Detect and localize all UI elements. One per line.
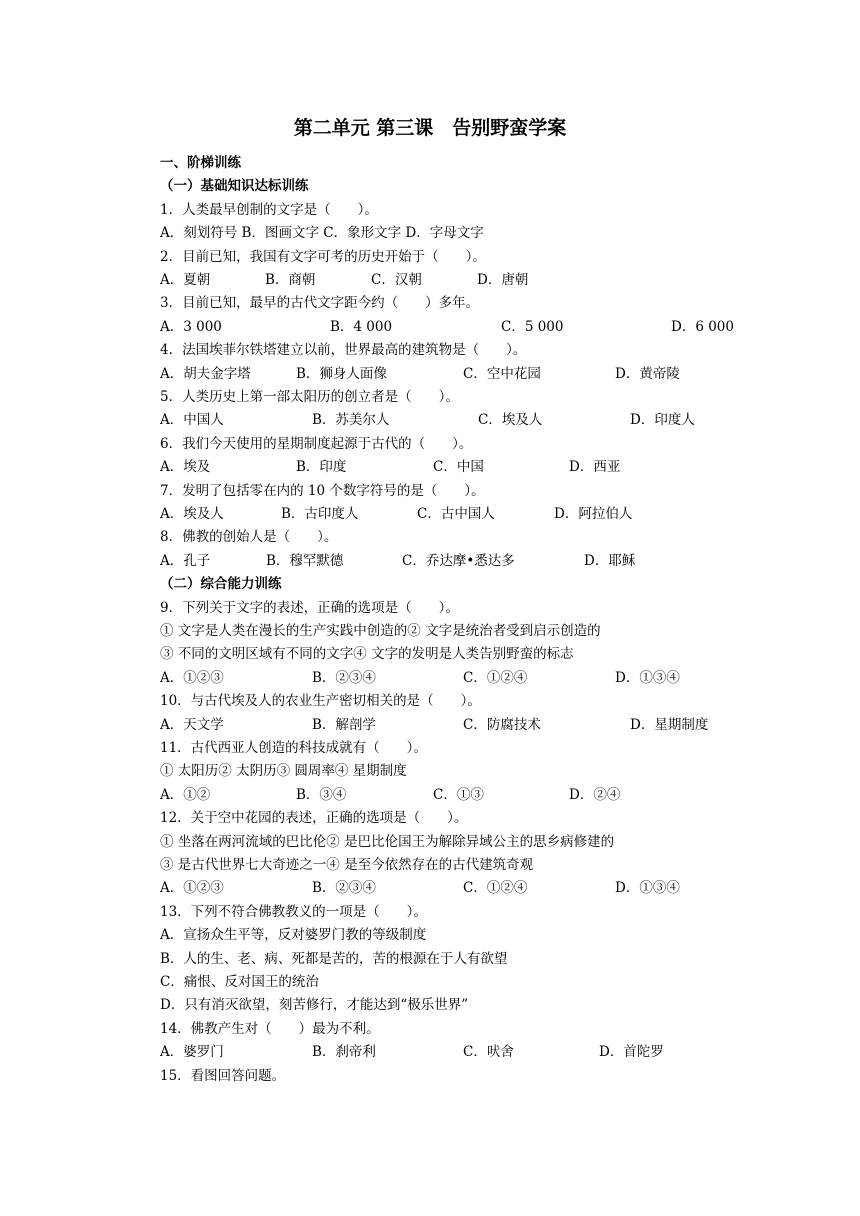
question-7: 7．发明了包括零在内的 10 个数字符号的是（ ）。	[160, 482, 485, 499]
question-13-option-b: B．人的生、老、病、死都是苦的，苦的根源在于人有欲望	[160, 950, 508, 967]
question-10: 10．与古代埃及人的农业生产密切相关的是（ ）。	[160, 693, 481, 710]
subsection-heading-comprehensive: （二）综合能力训练	[160, 576, 282, 593]
option-b: B．③④	[296, 786, 347, 803]
question-9: 9．下列关于文字的表述，正确的选项是（ ）。	[160, 599, 459, 616]
page-title: 第二单元 第三课 告别野蛮学案	[293, 117, 567, 139]
question-13-option-c: C．痛恨、反对国王的统治	[160, 974, 319, 990]
option-d: D．西亚	[569, 459, 621, 476]
option-a: A．①②	[160, 786, 211, 803]
section-heading-ladder-training: 一、阶梯训练	[160, 155, 241, 171]
option-a: A．①②③	[160, 669, 224, 686]
question-11-statements: ① 太阳历② 太阴历③ 圆周率④ 星期制度	[160, 763, 407, 780]
option-a: A．天文学	[160, 716, 224, 733]
option-c: C．中国	[433, 459, 484, 476]
option-a: A．胡夫金字塔	[160, 365, 251, 382]
option-d: D．耶稣	[584, 552, 636, 569]
option-a: A．孔子	[160, 552, 211, 569]
option-a: A．①②③	[160, 880, 224, 897]
subsection-heading-basic: （一）基础知识达标训练	[160, 178, 309, 195]
option-b: B．穆罕默德	[266, 552, 344, 569]
question-9-statements-1: ① 文字是人类在漫长的生产实践中创造的② 文字是统治者受到启示创造的	[160, 623, 601, 639]
question-12-statements-1: ① 坐落在两河流域的巴比伦② 是巴比伦国王为解除异域公主的思乡病修建的	[160, 833, 615, 850]
option-d: D．首陀罗	[599, 1044, 664, 1061]
option-a: A．埃及人	[160, 506, 224, 522]
question-1-options: A．刻划符号 B．图画文字 C．象形文字 D．字母文字	[160, 225, 484, 242]
option-b: B．印度	[296, 459, 347, 476]
option-a: A．中国人	[160, 412, 224, 429]
option-b: B．②③④	[312, 669, 376, 686]
question-14: 14．佛教产生对（ ）最为不利。	[160, 1020, 380, 1037]
question-15: 15．看图回答问题。	[160, 1067, 286, 1084]
question-6: 6．我们今天使用的星期制度起源于古代的（ ）。	[160, 435, 473, 452]
option-c: C．5 000	[501, 318, 564, 335]
question-13-option-a: A．宣扬众生平等，反对婆罗门教的等级制度	[160, 927, 427, 944]
option-c: C．空中花园	[463, 365, 541, 382]
question-12-statements-2: ③ 是古代世界七大奇迹之一④ 是至今依然存在的古代建筑奇观	[160, 857, 534, 873]
option-d: D．印度人	[630, 412, 695, 429]
option-c: C．古中国人	[417, 506, 495, 522]
option-d: D．黄帝陵	[615, 365, 680, 382]
option-c: C．乔达摩•悉达多	[402, 552, 515, 569]
option-a: A．埃及	[160, 459, 211, 476]
option-c: C．吠舍	[463, 1044, 514, 1061]
option-b: B．狮身人面像	[296, 365, 387, 382]
question-8: 8．佛教的创始人是（ ）。	[160, 529, 338, 546]
option-d: D．唐朝	[477, 272, 529, 288]
option-b: B．4 000	[330, 318, 393, 335]
question-11: 11．古代西亚人创造的科技成就有（ ）。	[160, 740, 427, 756]
option-b: B．刹帝利	[312, 1044, 376, 1061]
question-13-option-d: D．只有消灭欲望，刻苦修行，才能达到“极乐世界”	[160, 997, 469, 1014]
option-c: C．防腐技术	[463, 716, 541, 733]
question-2: 2．目前已知，我国有文字可考的历史开始于（ ）。	[160, 248, 486, 265]
option-d: D．阿拉伯人	[554, 506, 633, 522]
option-d: D．星期制度	[630, 716, 709, 733]
option-b: B．古印度人	[281, 506, 359, 522]
option-b: B．商朝	[265, 272, 316, 288]
option-d: D．6 000	[671, 318, 734, 335]
question-3: 3．目前已知，最早的古代文字距今约（ ）多年。	[160, 295, 480, 312]
option-d: D．①③④	[615, 669, 680, 686]
option-d: D．①③④	[615, 880, 680, 897]
option-a: A．夏朝	[160, 272, 211, 288]
option-a: A．婆罗门	[160, 1044, 224, 1061]
option-c: C．①②④	[463, 669, 528, 686]
question-5: 5．人类历史上第一部太阳历的创立者是（ ）。	[160, 389, 459, 405]
question-9-statements-2: ③ 不同的文明区域有不同的文字④ 文字的发明是人类告别野蛮的标志	[160, 646, 574, 663]
option-c: C．①③	[433, 786, 484, 803]
option-b: B．解剖学	[312, 716, 376, 733]
question-12: 12．关于空中花园的表述，正确的选项是（ ）。	[160, 810, 468, 827]
option-c: C．汉朝	[371, 272, 422, 288]
option-c: C．①②④	[463, 880, 528, 897]
question-4: 4．法国埃菲尔铁塔建立以前，世界最高的建筑物是（ ）。	[160, 342, 527, 359]
option-d: D．②④	[569, 786, 621, 803]
option-a: A．3 000	[160, 318, 222, 335]
question-1: 1．人类最早创制的文字是（ ）。	[160, 201, 378, 218]
option-c: C．埃及人	[478, 412, 543, 429]
option-b: B．②③④	[312, 880, 376, 897]
question-13: 13．下列不符合佛教教义的一项是（ ）。	[160, 903, 427, 920]
option-b: B．苏美尔人	[312, 412, 390, 429]
